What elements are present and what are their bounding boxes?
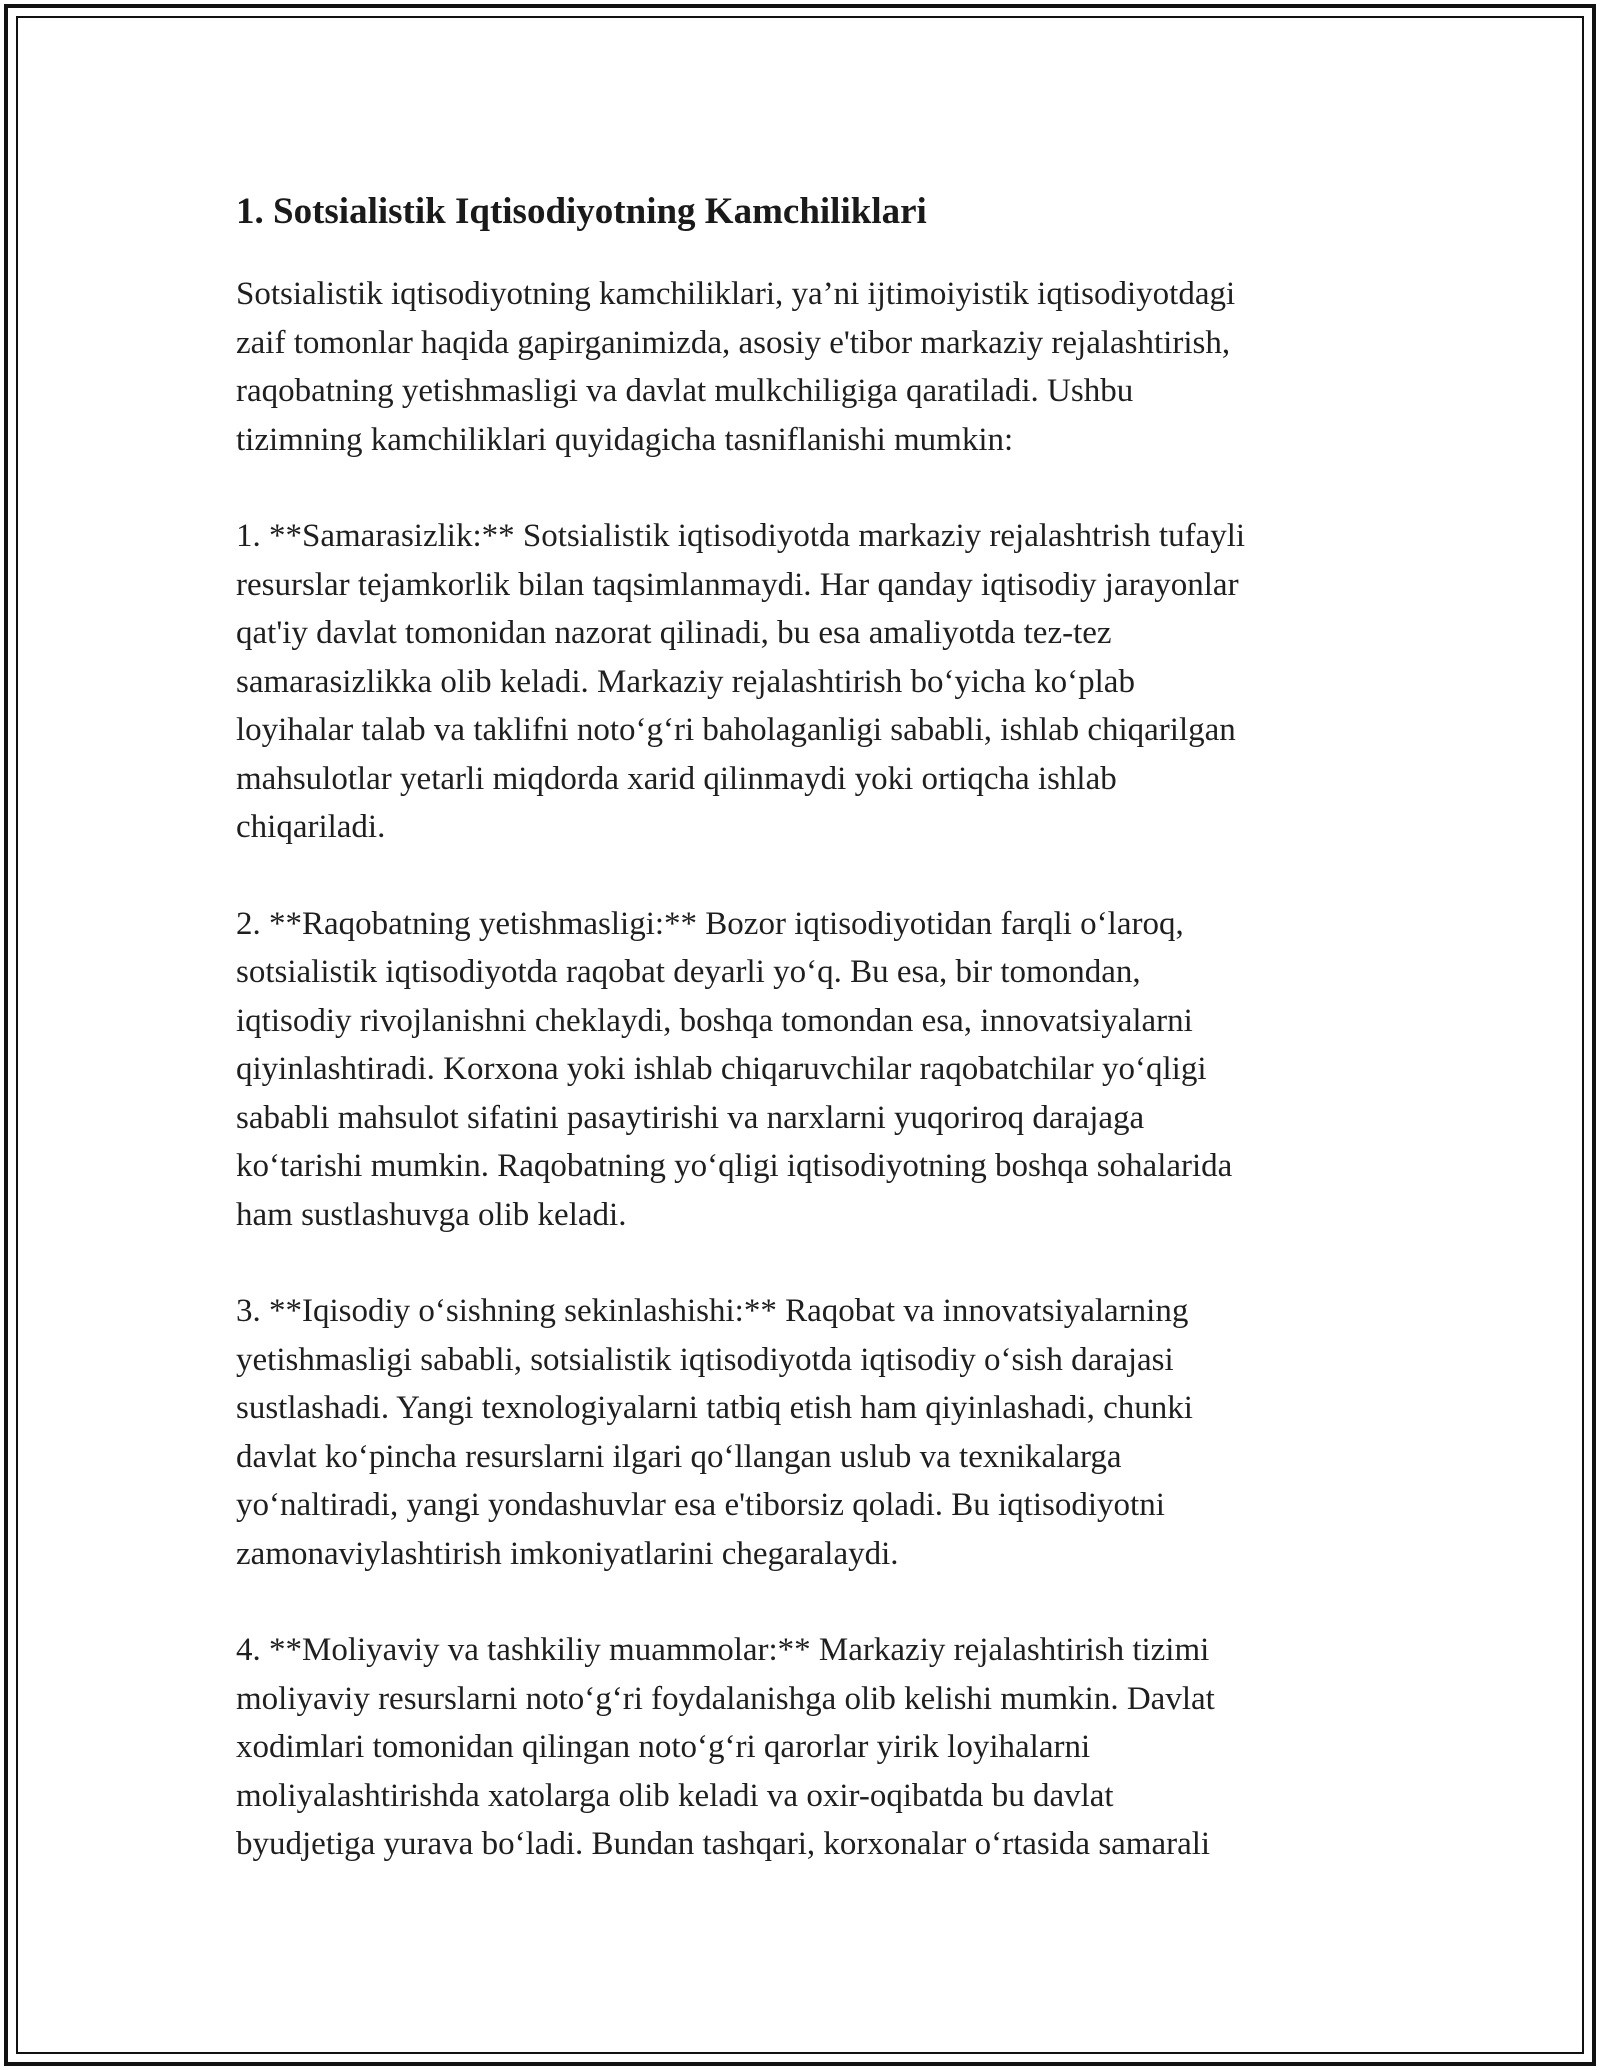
document-body	[236, 188, 1376, 1917]
point-3-paragraph: 3. **Iqisodiy o‘sishning sekinlashishi:** Raqobat va innovatsiyalarning yetishmasligi sababli, sotsialistik iqtisodiyotda iqtisodiy o‘sish darajasi sustlashadi. Yangi texnologiyalarni tatbiq etish ham qiyinlashadi, chunki davlat ko‘pincha resurslarni ilgari qo‘llangan uslub va texnikalarga yo‘naltiradi, yangi yondashuvlar esa e'tiborsiz qoladi. Bu iqtisodiyotni zamonaviylashtirish imkoniyatlarini chegaralaydi.	[236, 1293, 1193, 1572]
page-title: 1. Sotsialistik Iqtisodiyotning Kamchiliklari	[236, 191, 927, 232]
intro-paragraph: Sotsialistik iqtisodiyotning kamchiliklari, ya’ni ijtimoiyistik iqtisodiyotdagi zaif tomonlar haqida gapirganimizda, asosiy e'tibor markaziy rejalashtirish, raqobatning yetishmasligi va davlat mulkchiligiga qaratiladi. Ushbu tizimning kamchiliklari quyidagicha tasniflanishi mumkin:	[236, 276, 1236, 458]
point-1-paragraph: 1. **Samarasizlik:** Sotsialistik iqtisodiyotda markaziy rejalashtrish tufayli resurslar tejamkorlik bilan taqsimlanmaydi. Har qanday iqtisodiy jarayonlar qat'iy davlat tomonidan nazorat qilinadi, bu esa amaliyotda tez-tez samarasizlikka olib keladi. Markaziy rejalashtirish bo‘yicha ko‘plab loyihalar talab va taklifni noto‘g‘ri baholaganligi sababli, ishlab chiqarilgan mahsulotlar yetarli miqdorda xarid qilinmaydi yoki ortiqcha ishlab chiqariladi.	[236, 518, 1246, 845]
point-4-paragraph: 4. **Moliyaviy va tashkiliy muammolar:** Markaziy rejalashtirish tizimi moliyaviy resurslarni noto‘g‘ri foydalanishga olib kelishi mumkin. Davlat xodimlari tomonidan qilingan noto‘g‘ri qarorlar yirik loyihalarni moliyalashtirishda xatolarga olib keladi va oxir-oqibatda bu davlat byudjetiga yurava bo‘ladi. Bundan tashqari, korxonalar o‘rtasida samarali	[236, 1632, 1215, 1862]
point-2-paragraph: 2. **Raqobatning yetishmasligi:** Bozor iqtisodiyotidan farqli o‘laroq, sotsialistik iqtisodiyotda raqobat deyarli yo‘q. Bu esa, bir tomondan, iqtisodiy rivojlanishni cheklaydi, boshqa tomondan esa, innovatsiyalarni qiyinlashtiradi. Korxona yoki ishlab chiqaruvchilar raqobatchilar yo‘qligi sababli mahsulot sifatini pasaytirishi va narxlarni yuqoriroq darajaga ko‘tarishi mumkin. Raqobatning yo‘qligi iqtisodiyotning boshqa sohalarida ham sustlashuvga olib keladi.	[236, 905, 1233, 1233]
